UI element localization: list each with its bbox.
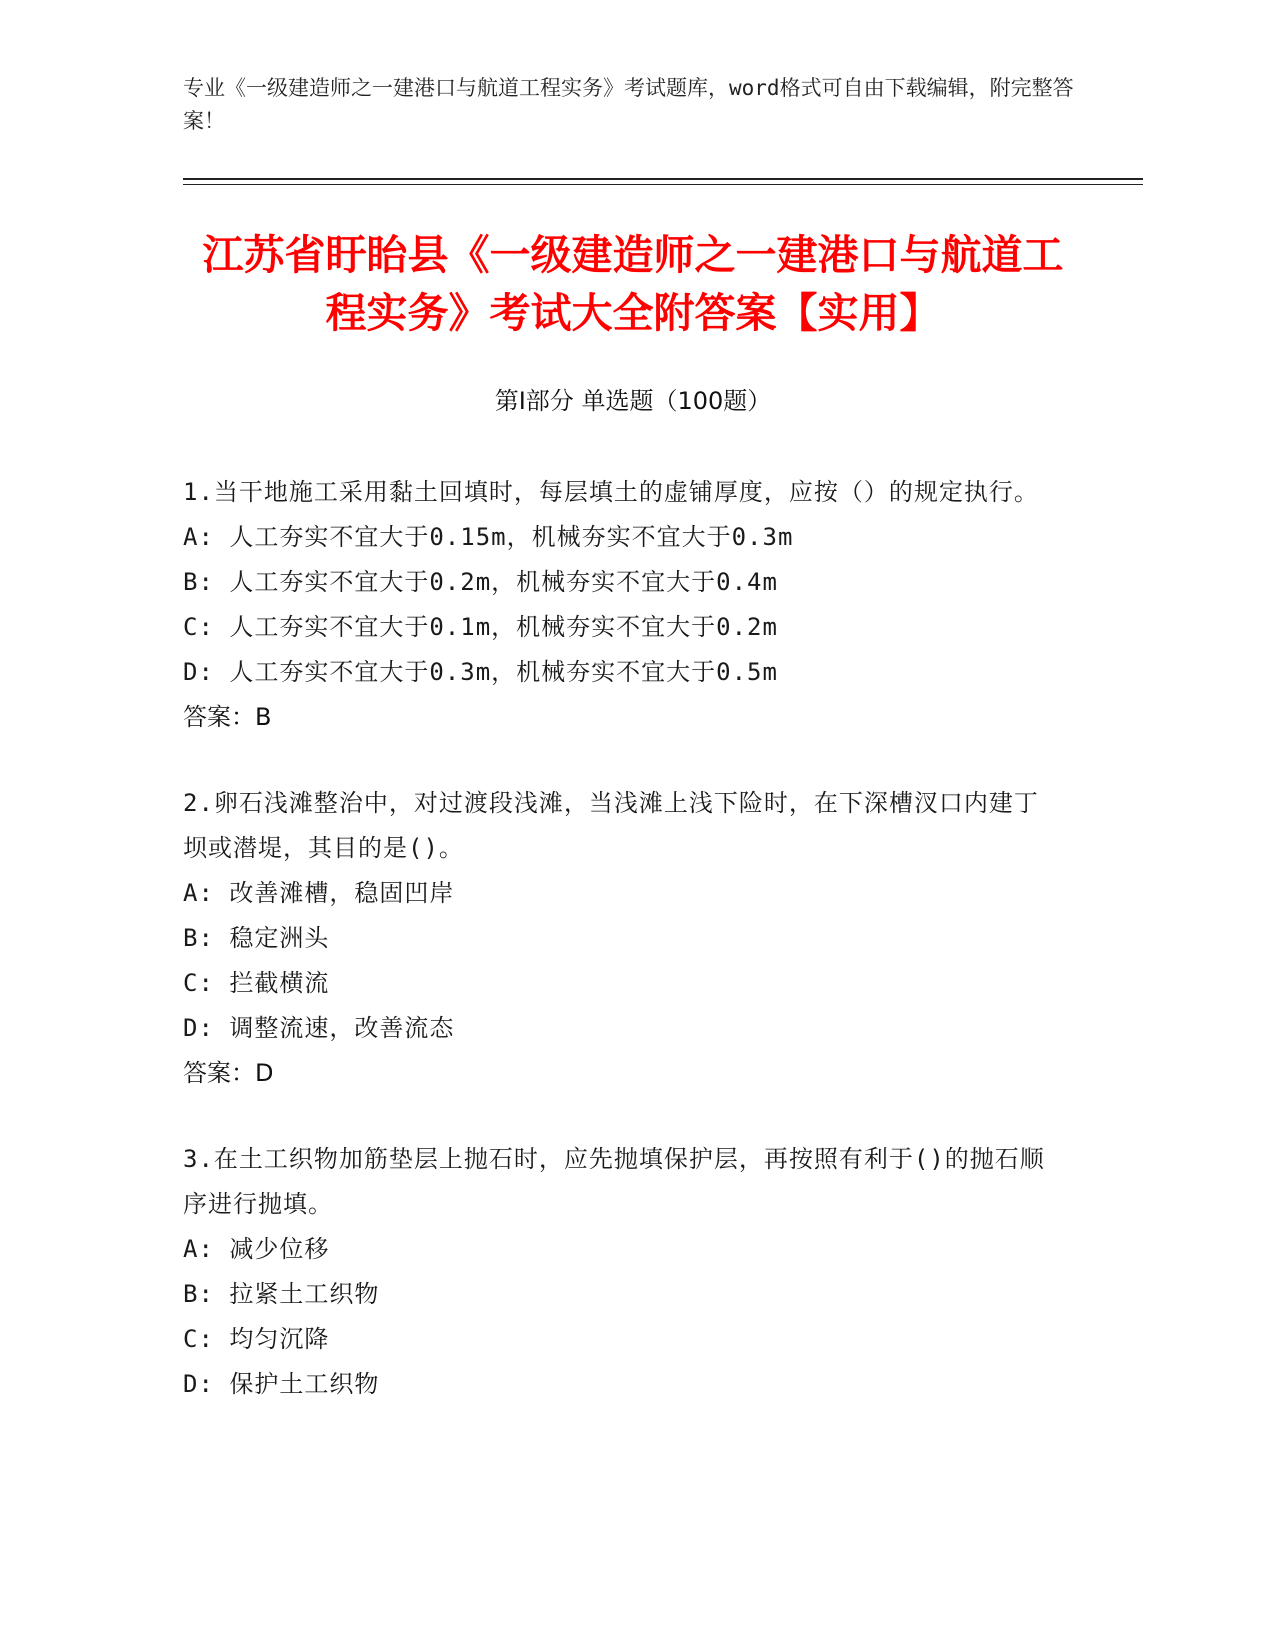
header-rule-thick	[183, 178, 1143, 180]
question-stem: 1.当干地施工采用黏土回填时，每层填土的虚铺厚度，应按（）的规定执行。	[183, 478, 1039, 506]
answer: 答案：D	[183, 1059, 274, 1087]
option-b: B: 稳定洲头	[183, 924, 330, 952]
option-c: C: 拦截横流	[183, 969, 330, 997]
question-2	[183, 781, 1063, 1096]
option-d: D: 调整流速，改善流态	[183, 1014, 455, 1042]
question-stem: 2.卵石浅滩整治中，对过渡段浅滩，当浅滩上浅下险时，在下深槽汊口内建丁坝或潜堤，其目的是()。	[183, 789, 1039, 862]
answer: 答案：B	[183, 703, 272, 731]
question-stem: 3.在土工织物加筋垫层上抛石时，应先抛填保护层，再按照有利于()的抛石顺序进行抛填。	[183, 1145, 1045, 1218]
option-a: A: 人工夯实不宜大于0.15m，机械夯实不宜大于0.3m	[183, 523, 794, 551]
option-d: D: 保护土工织物	[183, 1370, 380, 1398]
option-c: C: 均匀沉降	[183, 1325, 330, 1353]
question-3	[183, 1137, 1063, 1407]
option-d: D: 人工夯实不宜大于0.3m，机械夯实不宜大于0.5m	[183, 658, 778, 686]
option-c: C: 人工夯实不宜大于0.1m，机械夯实不宜大于0.2m	[183, 613, 778, 641]
option-b: B: 人工夯实不宜大于0.2m，机械夯实不宜大于0.4m	[183, 568, 778, 596]
question-list	[183, 470, 1063, 1448]
header-rule-thin	[183, 184, 1143, 185]
section-heading: 第Ⅰ部分 单选题（100题）	[494, 387, 772, 415]
option-a: A: 改善滩槽，稳固凹岸	[183, 879, 455, 907]
option-a: A: 减少位移	[183, 1235, 330, 1263]
header-note: 专业《一级建造师之一建港口与航道工程实务》考试题库，word格式可自由下载编辑，附完整答案！	[183, 76, 1074, 133]
document-title: 江苏省盱眙县《一级建造师之一建港口与航道工程实务》考试大全附答案【实用】	[202, 231, 1064, 337]
question-1	[183, 470, 1063, 740]
option-b: B: 拉紧土工织物	[183, 1280, 380, 1308]
